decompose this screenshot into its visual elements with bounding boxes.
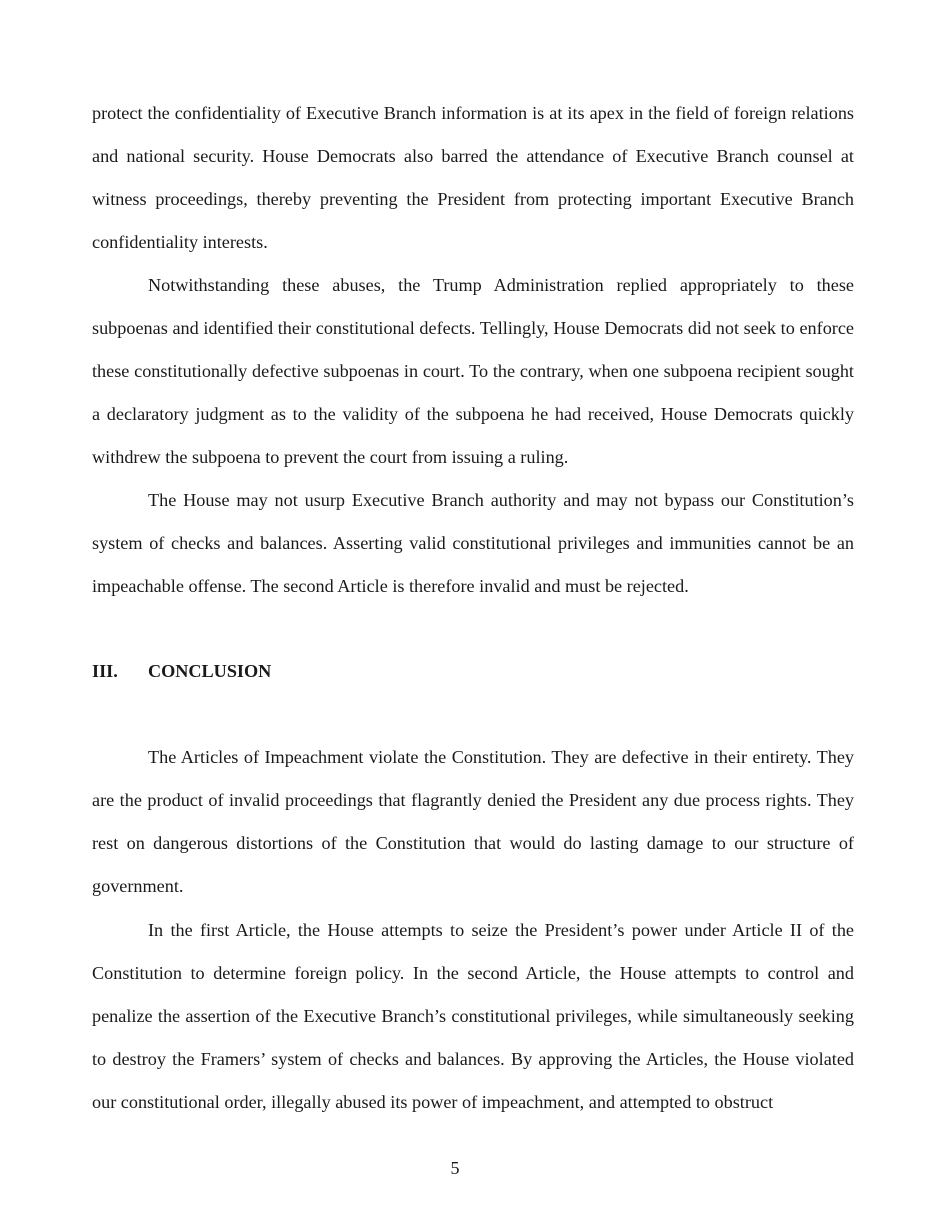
paragraph-conclusion-articles: In the first Article, the House attempts to seize the President’s power under Article II of the Constitution to determine foreign policy. In the second Article, the House attempts to control and penalize the assertion of the Executive Branch’s constitutional privileges, while simultaneously seeking to destroy the Framers’ system of checks and balances. By approving the Articles, the House violated our constitutional order, illegally abused its power of impeachment, and attempted to obstruct — [92, 920, 854, 1112]
paragraph-subpoenas: Notwithstanding these abuses, the Trump Administration replied appropriately to these subpoenas and identified their constitutional defects. Tellingly, House Democrats did not seek to enforce these constitutionally defective subpoenas in court. To the contrary, when one subpoena recipient sought a declaratory judgment as to the validity of the subpoena he had received, House Democrats quickly withdrew the subpoena to prevent the court from issuing a ruling. — [92, 275, 854, 467]
section-title: CONCLUSION — [148, 661, 272, 681]
page-number: 5 — [450, 1158, 460, 1178]
paragraph-checks-and-balances: The House may not usurp Executive Branch authority and may not bypass our Constitution’s system of checks and balances. Asserting valid constitutional privileges and immunities cannot be an impeachable offense. The second Article is therefore invalid and must be rejected. — [92, 490, 854, 596]
paragraph-confidentiality: protect the confidentiality of Executive Branch information is at its apex in the field of foreign relations and national security. House Democrats also barred the attendance of Executive Branch counsel at witness proceedings, thereby preventing the President from protecting important Executive Branch confidentiality interests. — [92, 103, 854, 252]
section-number: III. — [92, 661, 118, 681]
paragraph-conclusion-intro: The Articles of Impeachment violate the Constitution. They are defective in their entirety. They are the product of invalid proceedings that flagrantly denied the President any due process rights. They rest on dangerous distortions of the Constitution that would do lasting damage to our structure of government. — [92, 747, 854, 896]
section-heading — [92, 656, 271, 686]
